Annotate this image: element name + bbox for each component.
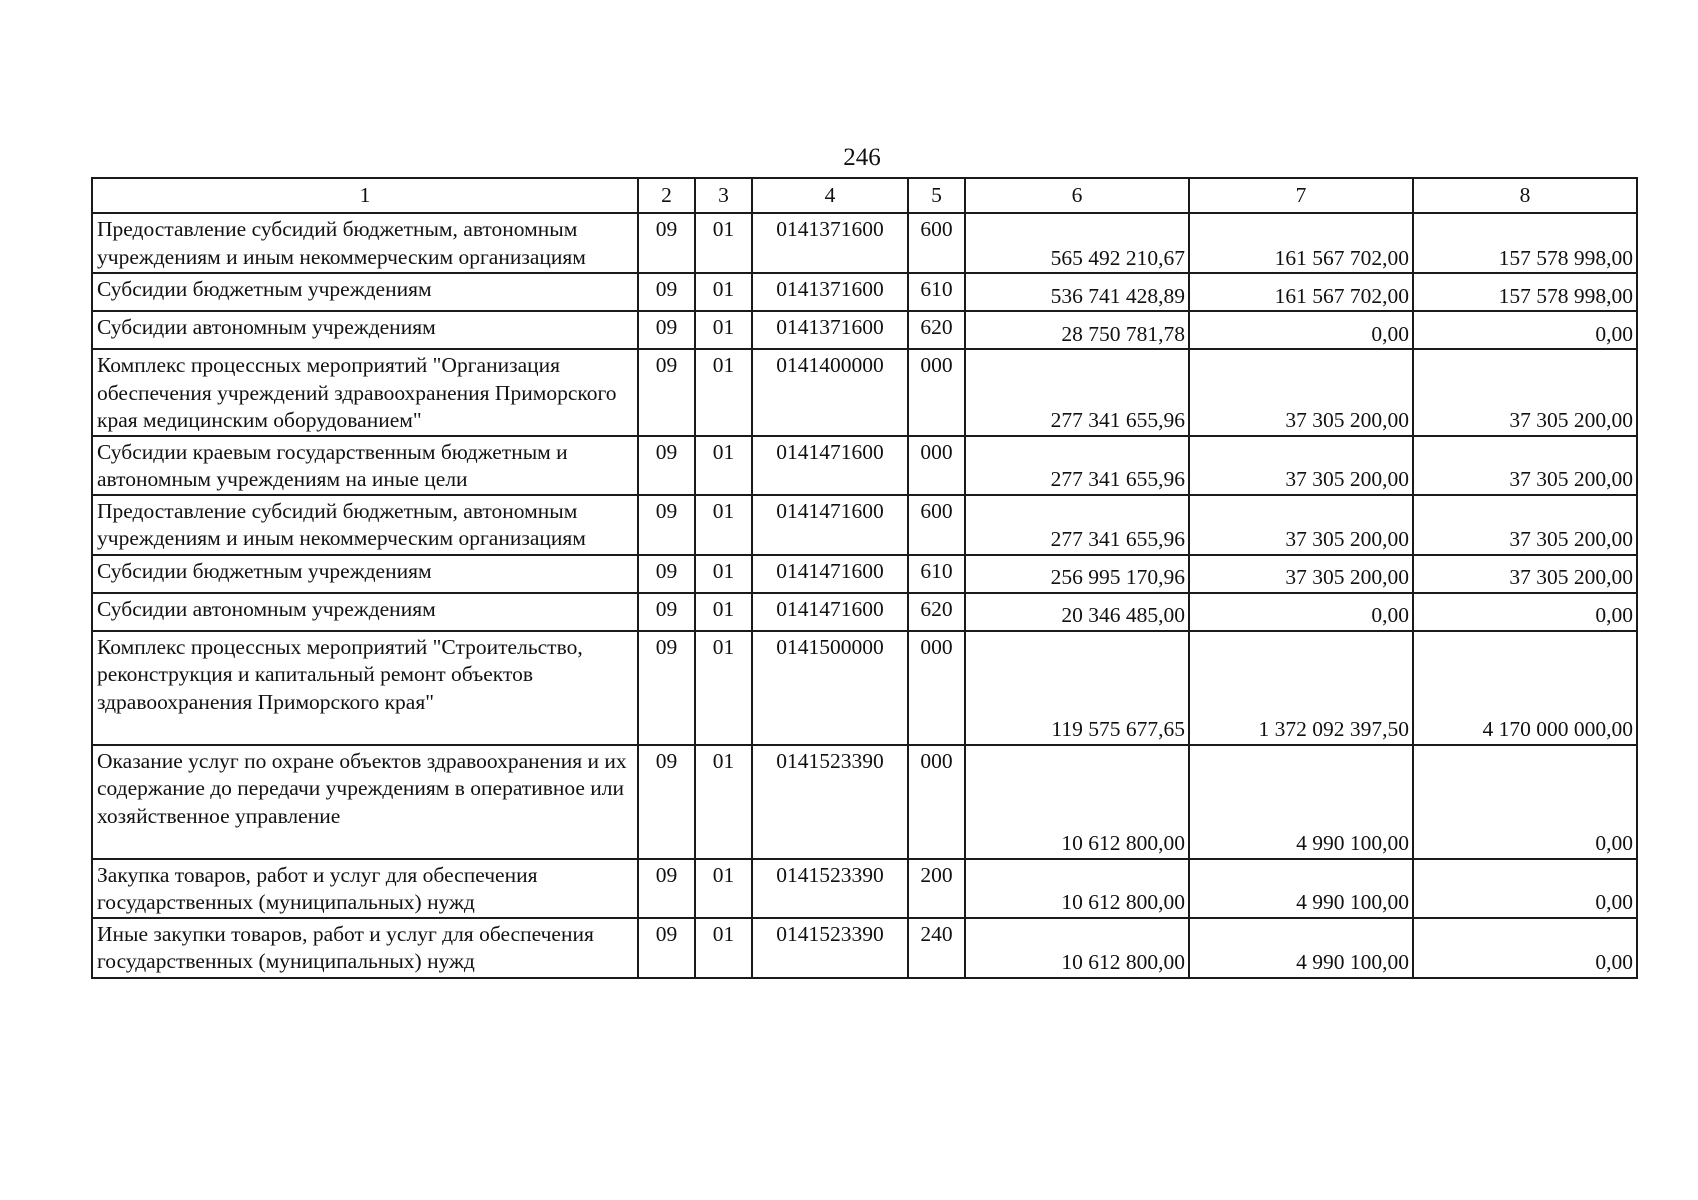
subsection-code: 01 — [695, 593, 752, 631]
amount-col-8: 0,00 — [1413, 593, 1637, 631]
amount-col-7: 0,00 — [1189, 593, 1413, 631]
table-row — [92, 555, 1637, 593]
section-code: 09 — [638, 273, 695, 311]
target-code: 0141471600 — [752, 593, 908, 631]
column-header: 6 — [965, 178, 1189, 213]
amount-col-6: 28 750 781,78 — [965, 311, 1189, 349]
subsection-code: 01 — [695, 859, 752, 918]
amount-col-7: 0,00 — [1189, 311, 1413, 349]
expense-type-code: 620 — [908, 311, 965, 349]
amount-col-8: 37 305 200,00 — [1413, 555, 1637, 593]
subsection-code: 01 — [695, 918, 752, 978]
column-header: 8 — [1413, 178, 1637, 213]
section-code: 09 — [638, 555, 695, 593]
amount-col-8: 157 578 998,00 — [1413, 213, 1637, 273]
amount-col-8: 37 305 200,00 — [1413, 495, 1637, 555]
amount-col-7: 4 990 100,00 — [1189, 859, 1413, 918]
expense-type-code: 000 — [908, 436, 965, 495]
table-row — [92, 495, 1637, 555]
target-code: 0141371600 — [752, 213, 908, 273]
amount-col-7: 1 372 092 397,50 — [1189, 631, 1413, 745]
subsection-code: 01 — [695, 213, 752, 273]
section-code: 09 — [638, 745, 695, 859]
row-name: Субсидии краевым государственным бюджетным и автономным учреждениям на иные цели — [92, 436, 638, 495]
row-name: Комплекс процессных мероприятий "Организация обеспечения учреждений здравоохранения Приморского края медицинским оборудованием" — [92, 349, 638, 436]
column-header: 2 — [638, 178, 695, 213]
column-header: 5 — [908, 178, 965, 213]
amount-col-7: 161 567 702,00 — [1189, 213, 1413, 273]
row-name: Комплекс процессных мероприятий "Строительство, реконструкция и капитальный ремонт объектов здравоохранения Приморского края" — [92, 631, 638, 745]
target-code: 0141371600 — [752, 273, 908, 311]
table-row — [92, 436, 1637, 495]
target-code: 0141471600 — [752, 436, 908, 495]
table-row — [92, 593, 1637, 631]
section-code: 09 — [638, 593, 695, 631]
amount-col-7: 37 305 200,00 — [1189, 555, 1413, 593]
amount-col-7: 37 305 200,00 — [1189, 495, 1413, 555]
expense-type-code: 610 — [908, 273, 965, 311]
amount-col-7: 4 990 100,00 — [1189, 745, 1413, 859]
target-code: 0141471600 — [752, 495, 908, 555]
expense-type-code: 000 — [908, 745, 965, 859]
amount-col-7: 4 990 100,00 — [1189, 918, 1413, 978]
section-code: 09 — [638, 311, 695, 349]
amount-col-6: 277 341 655,96 — [965, 436, 1189, 495]
section-code: 09 — [638, 631, 695, 745]
expense-type-code: 610 — [908, 555, 965, 593]
amount-col-7: 161 567 702,00 — [1189, 273, 1413, 311]
amount-col-6: 10 612 800,00 — [965, 859, 1189, 918]
subsection-code: 01 — [695, 495, 752, 555]
amount-col-6: 10 612 800,00 — [965, 918, 1189, 978]
table-row — [92, 273, 1637, 311]
amount-col-6: 20 346 485,00 — [965, 593, 1189, 631]
amount-col-8: 0,00 — [1413, 859, 1637, 918]
expense-type-code: 000 — [908, 631, 965, 745]
amount-col-6: 277 341 655,96 — [965, 495, 1189, 555]
amount-col-7: 37 305 200,00 — [1189, 349, 1413, 436]
amount-col-6: 536 741 428,89 — [965, 273, 1189, 311]
target-code: 0141523390 — [752, 745, 908, 859]
section-code: 09 — [638, 349, 695, 436]
table-row — [92, 311, 1637, 349]
column-header: 3 — [695, 178, 752, 213]
row-name: Субсидии автономным учреждениям — [92, 311, 638, 349]
subsection-code: 01 — [695, 555, 752, 593]
table-header-row — [92, 178, 1637, 213]
row-name: Субсидии бюджетным учреждениям — [92, 273, 638, 311]
subsection-code: 01 — [695, 745, 752, 859]
section-code: 09 — [638, 495, 695, 555]
subsection-code: 01 — [695, 273, 752, 311]
expense-type-code: 620 — [908, 593, 965, 631]
subsection-code: 01 — [695, 311, 752, 349]
row-name: Иные закупки товаров, работ и услуг для обеспечения государственных (муниципальных) нужд — [92, 918, 638, 978]
row-name: Закупка товаров, работ и услуг для обеспечения государственных (муниципальных) нужд — [92, 859, 638, 918]
row-name: Субсидии бюджетным учреждениям — [92, 555, 638, 593]
row-name: Оказание услуг по охране объектов здравоохранения и их содержание до передачи учреждениям в оперативное или хозяйственное управление — [92, 745, 638, 859]
expense-type-code: 600 — [908, 495, 965, 555]
target-code: 0141523390 — [752, 918, 908, 978]
target-code: 0141523390 — [752, 859, 908, 918]
expense-type-code: 200 — [908, 859, 965, 918]
target-code: 0141371600 — [752, 311, 908, 349]
budget-table — [91, 177, 1638, 979]
section-code: 09 — [638, 918, 695, 978]
amount-col-8: 37 305 200,00 — [1413, 349, 1637, 436]
row-name: Предоставление субсидий бюджетным, автономным учреждениям и иным некоммерческим организациям — [92, 495, 638, 555]
column-header: 7 — [1189, 178, 1413, 213]
amount-col-6: 10 612 800,00 — [965, 745, 1189, 859]
amount-col-8: 37 305 200,00 — [1413, 436, 1637, 495]
row-name: Предоставление субсидий бюджетным, автономным учреждениям и иным некоммерческим организациям — [92, 213, 638, 273]
amount-col-8: 0,00 — [1413, 745, 1637, 859]
amount-col-8: 4 170 000 000,00 — [1413, 631, 1637, 745]
amount-col-8: 0,00 — [1413, 918, 1637, 978]
row-name: Субсидии автономным учреждениям — [92, 593, 638, 631]
target-code: 0141500000 — [752, 631, 908, 745]
target-code: 0141400000 — [752, 349, 908, 436]
amount-col-6: 277 341 655,96 — [965, 349, 1189, 436]
amount-col-6: 565 492 210,67 — [965, 213, 1189, 273]
table-row — [92, 349, 1637, 436]
table-row — [92, 918, 1637, 978]
amount-col-6: 119 575 677,65 — [965, 631, 1189, 745]
subsection-code: 01 — [695, 436, 752, 495]
section-code: 09 — [638, 213, 695, 273]
subsection-code: 01 — [695, 631, 752, 745]
page-number: 246 — [843, 144, 881, 171]
section-code: 09 — [638, 436, 695, 495]
column-header: 1 — [92, 178, 638, 213]
table-row — [92, 745, 1637, 859]
expense-type-code: 240 — [908, 918, 965, 978]
amount-col-7: 37 305 200,00 — [1189, 436, 1413, 495]
subsection-code: 01 — [695, 349, 752, 436]
section-code: 09 — [638, 859, 695, 918]
amount-col-8: 157 578 998,00 — [1413, 273, 1637, 311]
expense-type-code: 600 — [908, 213, 965, 273]
amount-col-6: 256 995 170,96 — [965, 555, 1189, 593]
amount-col-8: 0,00 — [1413, 311, 1637, 349]
table-row — [92, 213, 1637, 273]
expense-type-code: 000 — [908, 349, 965, 436]
table-row — [92, 631, 1637, 745]
target-code: 0141471600 — [752, 555, 908, 593]
column-header: 4 — [752, 178, 908, 213]
table-row — [92, 859, 1637, 918]
